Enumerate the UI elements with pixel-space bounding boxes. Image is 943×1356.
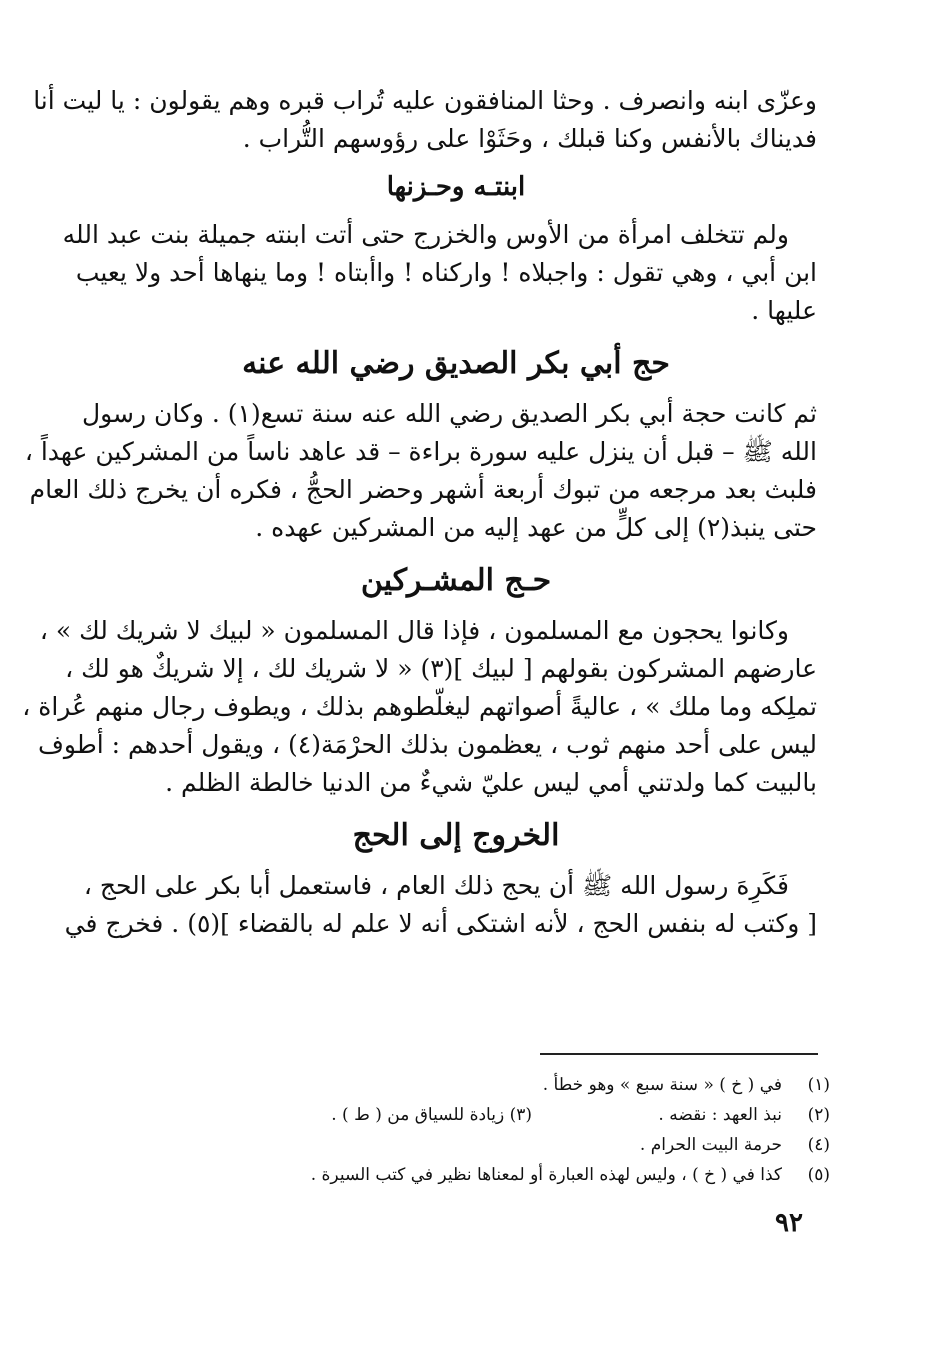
text-line: تملِكه وما ملك » ، عاليةً أصواتهم ليغلّطوهم بذلك ، ويطوف رجال منهم عُراة ، bbox=[22, 692, 817, 721]
text-line: [ وكتب له بنفس الحج ، لأنه اشتكى أنه لا علم له بالقضاء ](٥) . فخرج في bbox=[64, 909, 817, 938]
text-line: فديناك بالأنفس وكنا قبلك ، وحَثَوْا على رؤوسهم التُّراب . bbox=[242, 124, 817, 153]
paragraph-2 bbox=[62, 216, 817, 330]
section-heading-abu-bakr-hajj: حج أبي بكر الصديق رضي الله عنه bbox=[242, 346, 670, 381]
footnote-text: كذا في ( خ ) ، وليس لهذه العبارة أو لمعناها نظير في كتب السيرة . bbox=[310, 1165, 782, 1185]
paragraph-5 bbox=[64, 867, 817, 943]
section-heading-polytheists-hajj: حـج المشـركين bbox=[360, 563, 552, 598]
footnote-number: (٢) bbox=[807, 1105, 830, 1125]
footnote-1 bbox=[150, 1070, 830, 1100]
text-line: عارضهم المشركون بقولهم [ لبيك ](٣) « لا شريك لك ، إلا شريكٌ هو لك ، bbox=[65, 654, 817, 683]
paragraph-3 bbox=[24, 395, 817, 547]
text-line: بالبيت كما ولدتني أمي ليس عليّ شيءٌ من الدنيا خالطة الظلم . bbox=[165, 768, 817, 797]
footnote-4 bbox=[150, 1130, 830, 1160]
text-line: وكانوا يحجون مع المسلمون ، فإذا قال المسلمون « لبيك لا شريك لك » ، bbox=[39, 616, 789, 645]
text-line: ابن أبي ، وهي تقول : واجبلاه ! واركناه ! واأبتاه ! وما ينهاها أحد ولا يعيب bbox=[75, 258, 817, 287]
footnote-number: (٤) bbox=[807, 1135, 830, 1155]
paragraph-1 bbox=[33, 82, 817, 158]
text-line: وعزّى ابنه وانصرف . وحثا المنافقون عليه تُراب قبره وهم يقولون : يا ليت أنا bbox=[33, 86, 817, 115]
page-number: ٩٢ bbox=[775, 1208, 803, 1238]
text-line: الله ﷺ – قبل أن ينزل عليه سورة براءة – قد عاهد ناساً من المشركين عهداً ، bbox=[24, 437, 817, 466]
footnote-number: (٥) bbox=[807, 1165, 830, 1185]
footnote-divider bbox=[540, 1053, 818, 1055]
text-line: ثم كانت حجة أبي بكر الصديق رضي الله عنه سنة تسع(١) . وكان رسول bbox=[81, 399, 817, 428]
footnote-number: (١) bbox=[807, 1075, 830, 1095]
text-line: عليها . bbox=[751, 296, 817, 325]
footnote-2-3 bbox=[150, 1100, 830, 1130]
text-line: ولم تتخلف امرأة من الأوس والخزرج حتى أتت ابنته جميلة بنت عبد الله bbox=[62, 220, 789, 249]
text-line: ليس على أحد منهم ثوب ، يعظمون بذلك الحرْمَة(٤) ، ويقول أحدهم : أطوف bbox=[37, 730, 817, 759]
text-line: حتى ينبذ(٢) إلى كلٍّ من عهد إليه من المشركين عهده . bbox=[255, 513, 817, 542]
section-heading-daughter: ابنتـه وحـزنها bbox=[386, 172, 526, 202]
paragraph-4 bbox=[22, 612, 817, 802]
footnote-5 bbox=[150, 1160, 830, 1190]
footnote-text: حرمة البيت الحرام . bbox=[639, 1135, 782, 1155]
section-heading-departure: الخروج إلى الحج bbox=[352, 818, 560, 853]
page-body bbox=[22, 82, 817, 943]
footnote-text-3: (٣) زيادة للسياق من ( ط ) . bbox=[331, 1105, 532, 1125]
text-line: فلبث بعد مرجعه من تبوك أربعة أشهر وحضر الحجُّ ، فكره أن يخرج ذلك العام bbox=[29, 475, 817, 504]
footnote-text: نبذ العهد : نقضه . bbox=[658, 1105, 782, 1125]
footnotes bbox=[150, 1070, 830, 1190]
footnote-text: في ( خ ) « سنة سبع » وهو خطأ . bbox=[542, 1075, 782, 1095]
text-line: فَكَرِهَ رسول الله ﷺ أن يحج ذلك العام ، فاستعمل أبا بكر على الحج ، bbox=[83, 871, 789, 900]
